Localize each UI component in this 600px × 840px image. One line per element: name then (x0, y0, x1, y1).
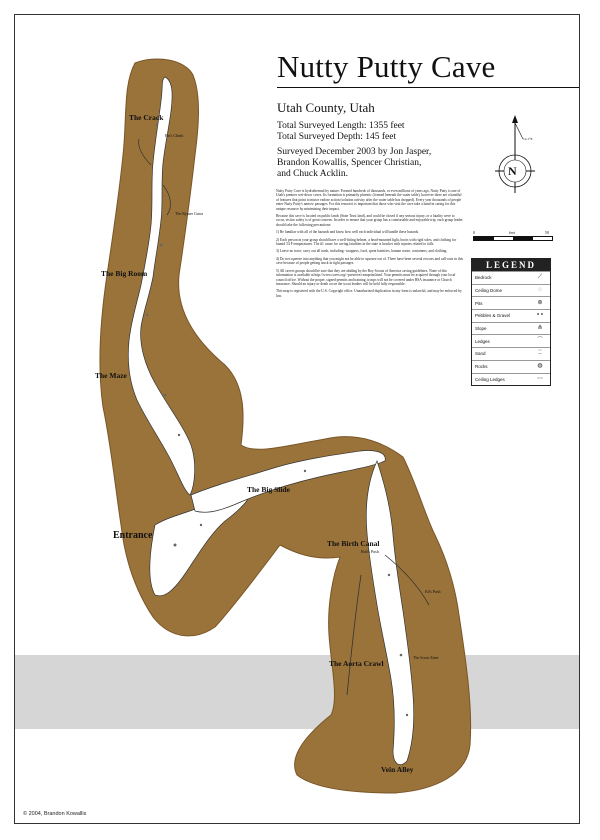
legend-item-label: Bedrock (475, 275, 492, 281)
legend-item-label: Ceiling Dome (475, 288, 503, 294)
legend-item-label: Slope (475, 326, 487, 332)
pits-icon: ⊚ (537, 299, 543, 306)
scale-unit: feet (509, 230, 515, 235)
page-title: Nutty Putty Cave (277, 49, 496, 84)
label-bobs-push: Bob's Push (361, 549, 379, 554)
map-sheet (14, 14, 580, 824)
stat-depth: Total Surveyed Depth: 145 feet (277, 132, 397, 142)
sand-icon: ⁚⁚ (538, 350, 542, 357)
legend-item-label: Ledges (475, 338, 490, 344)
legend-item (472, 334, 550, 347)
legend-item-label: Pebbles & Gravel (475, 313, 511, 319)
legend-item (472, 360, 550, 373)
label-eds-push: Ed's Push (425, 589, 441, 594)
scale-end: 50 (545, 230, 549, 235)
legend-item-label: Rocks (475, 364, 488, 370)
label-birth-canal: The Birth Canal (327, 539, 380, 548)
legend-heading: LEGEND (472, 259, 550, 271)
body-paragraph: 1) Be familiar with all of the hazards and know how well each individual will handle these hazards. (276, 230, 420, 235)
stat-length: Total Surveyed Length: 1355 feet (277, 121, 405, 131)
label-aorta-crawl: The Aorta Crawl (329, 659, 384, 668)
body-paragraph: 2) Each person in your group should have a well-fitting helmet, a head-mounted light, boots with rigid soles, and clothing for humid 54 F temperatures. The #1 cause for caving fatalities in the state is bracket with injuries related to falls. (276, 237, 457, 247)
scale-start: 0 (473, 230, 475, 235)
label-fats-climb: Fat's Climb (165, 133, 184, 138)
survey-stats (277, 121, 405, 143)
legend-item (472, 347, 550, 360)
ceiling-dome-icon: ◌ (538, 287, 542, 294)
ledges-icon: ⌒ (536, 337, 543, 344)
compass-north: N (508, 164, 517, 178)
label-big-room: The Big Room (101, 269, 148, 278)
body-text (276, 189, 464, 301)
label-the-maze: The Maze (95, 371, 127, 380)
bedrock-icon: ⟋ (537, 274, 543, 281)
label-rymers-gator: The Rymer Gator (175, 211, 204, 216)
legend-item-label: Sand (475, 351, 486, 357)
body-paragraph: 3) Leave no trace; carry out all trash, including: wrappers, food, spent batteries, human waste, containers, and clothing. (276, 249, 448, 254)
legend-item-label: Pits (475, 300, 483, 306)
legend (471, 258, 551, 386)
label-entrance: Entrance (113, 530, 153, 541)
pebbles-icon: ∘∘ (536, 312, 544, 319)
legend-item (472, 296, 550, 309)
survey-credit: Surveyed December 2003 by Jon Jasper, Brandon Kowallis, Spencer Christian, and Chuck Acklin. (277, 147, 432, 179)
body-paragraph: 4) Do not squeeze into anything that you might not be able to squeeze out of. There have been several rescues and call-outs in this cave because of people getting stuck in tight passages. (276, 256, 464, 266)
body-paragraph: 5) All cavers groups should be sure that they are abiding by the Boy Scouts of America caving guidelines. None of this information is available at http://www.caves.org/~preserve/ceauprint.html. Your permits must be acquired through your local council office. Without the proper, signed permits and training, troops will not be covered under BSA insurance or Church insurance. Should an injury or death occur the scout leaders will be held fully responsible. (276, 268, 456, 286)
title-rule (277, 87, 580, 88)
compass-declination: 14.1°E (523, 137, 533, 141)
compass-icon (493, 115, 537, 205)
legend-item (472, 309, 550, 322)
legend-item (472, 271, 550, 284)
copyright: © 2004, Brandon Kowallis (23, 811, 87, 817)
body-paragraph: This map is registered with the U.S. Copyright office. Unauthorized duplication in any form is unlawful, and may be enforced by law. (276, 289, 462, 298)
legend-item (472, 373, 550, 386)
legend-item (472, 284, 550, 297)
body-paragraph: Because this cave is located on public lands (State Trust land), and could be closed if any serious injury, or a fatality were to occur, visitor safety is of great concern. In order to ensure that your group has a comfortable and enjoyable trip, each group leader should take the following precautions: (276, 214, 463, 227)
compass-rose (493, 115, 537, 210)
subtitle: Utah County, Utah (277, 100, 375, 115)
label-big-slide: The Big Slide (247, 485, 290, 494)
scale-bar (473, 230, 553, 241)
rocks-icon: ◍ (537, 363, 543, 370)
label-scout-eater: The Scout Eater (413, 655, 439, 660)
legend-item (472, 322, 550, 335)
label-vein-alley: Vein Alley (381, 765, 414, 774)
slope-icon: ⋔ (537, 325, 543, 332)
body-paragraph: Nutty Putty Cave is hydrothermal by nature. Formed hundreds of thousands, or even millions of years ago, Nutty Putty is one of Utah's premier wet-decor caves. Its formation is primarily phreatic (formed beneath the water table), however there are a handful of features that point to minor vadose action (solution activity after the water table has dropped). Every year thousands of people enter Nutty Putty's narrow passages. For this reason it is important that those who visit the cave take a hand in caring for this unique resource by minimizing their impact. (276, 189, 462, 211)
ceiling-ledges-icon: ⋯ (537, 375, 543, 382)
legend-item-label: Ceiling Ledges (475, 376, 505, 382)
label-the-crack: The Crack (129, 113, 164, 122)
